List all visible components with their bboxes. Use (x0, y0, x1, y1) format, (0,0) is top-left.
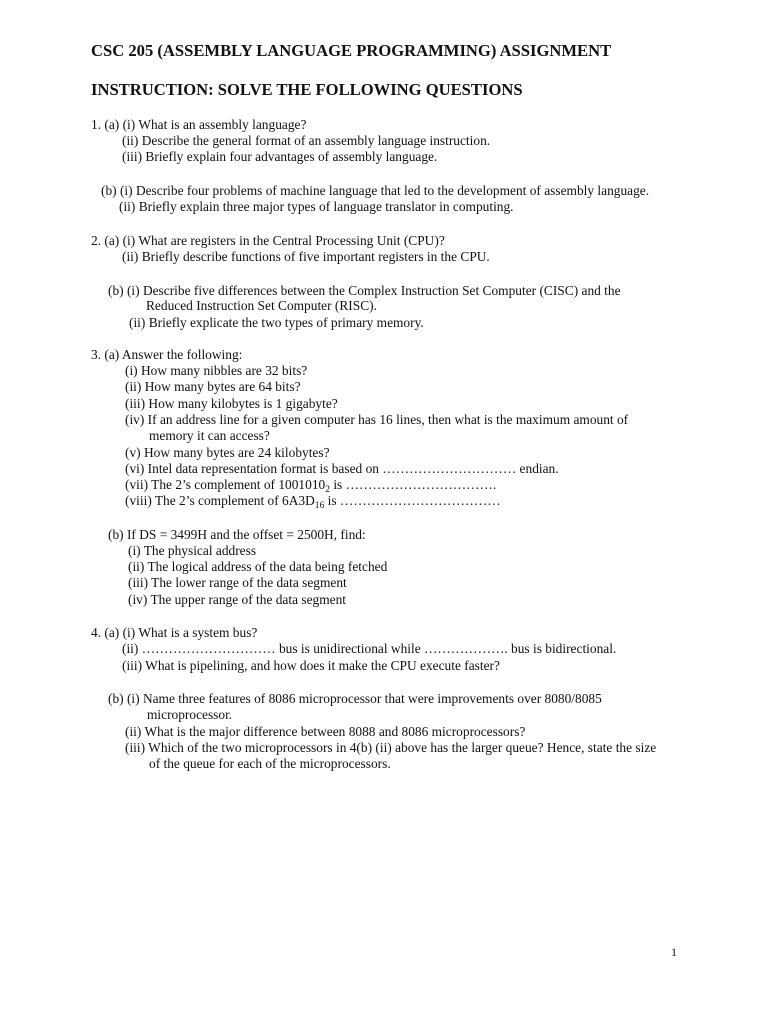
q2-a-i: 2. (a) (i) What are registers in the Central Processing Unit (CPU)? (91, 233, 445, 248)
q3-b-iii: (iii) The lower range of the data segment (128, 575, 347, 590)
q3-a-vii-text: (vii) The 2’s complement of 1001010 (125, 477, 326, 492)
q4-b-ii: (ii) What is the major difference between 8088 and 8086 microprocessors? (125, 724, 526, 739)
q4-b-iii-cont: of the queue for each of the microprocessors. (149, 756, 391, 771)
q4-a-iii: (iii) What is pipelining, and how does it make the CPU execute faster? (122, 658, 500, 673)
q1-b-i: (b) (i) Describe four problems of machine language that led to the development of assembly language. (101, 183, 650, 198)
q2-b-ii: (ii) Briefly explicate the two types of primary memory. (129, 315, 424, 330)
q3-b-i: (i) The physical address (128, 543, 257, 558)
q3-a-iv-cont: memory it can access? (149, 428, 270, 443)
q2-a-ii: (ii) Briefly describe functions of five important registers in the CPU. (122, 249, 490, 264)
q2-b-i: (b) (i) Describe five differences between the Complex Instruction Set Computer (CISC) and the (108, 283, 621, 298)
q1-a-i: 1. (a) (i) What is an assembly language? (91, 117, 307, 132)
q3-a-v: (v) How many bytes are 24 kilobytes? (125, 445, 330, 460)
q3-a-i: (i) How many nibbles are 32 bits? (125, 363, 308, 378)
instruction-heading: INSTRUCTION: SOLVE THE FOLLOWING QUESTIONS (91, 80, 523, 99)
q4-b-i: (b) (i) Name three features of 8086 microprocessor that were improvements over 8080/8085 (108, 691, 602, 706)
q3-b-intro: (b) If DS = 3499H and the offset = 2500H, find: (108, 527, 366, 542)
q3-a-vii-blank: is ……………………………. (329, 477, 497, 492)
q4-b-iii: (iii) Which of the two microprocessors in 4(b) (ii) above has the larger queue? Hence, state the size (125, 740, 657, 755)
q3-a-vii (125, 477, 496, 493)
q3-a-viii-text: (viii) The 2’s complement of 6A3D (125, 493, 315, 508)
q4-b-i-cont: microprocessor. (147, 707, 233, 722)
q3-a-ii: (ii) How many bytes are 64 bits? (125, 379, 301, 394)
q3-a-vi: (vi) Intel data representation format is based on ………………………… endian. (125, 461, 559, 476)
q3-a-iii: (iii) How many kilobytes is 1 gigabyte? (125, 396, 338, 411)
q3-a-viii-base: 16 (314, 501, 325, 511)
q4-a-i: 4. (a) (i) What is a system bus? (91, 625, 258, 640)
q3-b-ii: (ii) The logical address of the data being fetched (128, 559, 388, 574)
q3-a-iv: (iv) If an address line for a given computer has 16 lines, then what is the maximum amount of (125, 412, 629, 427)
q3-b-iv: (iv) The upper range of the data segment (128, 592, 347, 607)
q2-b-i-cont: Reduced Instruction Set Computer (RISC). (146, 298, 377, 313)
page-number: 1 (671, 945, 677, 959)
q1-b-ii: (ii) Briefly explain three major types of language translator in computing. (119, 199, 514, 214)
page-title: CSC 205 (ASSEMBLY LANGUAGE PROGRAMMING) ASSIGNMENT (91, 41, 612, 60)
q3-a-vii-base: 2 (325, 485, 330, 495)
q3-a-viii-blank: is ……………………………… (324, 493, 501, 508)
q4-a-ii: (ii) ………………………… bus is unidirectional while ………………. bus is bidirectional. (122, 641, 617, 656)
q3-a-viii (125, 493, 501, 509)
q1-a-iii: (iii) Briefly explain four advantages of assembly language. (122, 149, 438, 164)
q3-a-intro: 3. (a) Answer the following: (91, 347, 243, 362)
q1-a-ii: (ii) Describe the general format of an assembly language instruction. (122, 133, 491, 148)
